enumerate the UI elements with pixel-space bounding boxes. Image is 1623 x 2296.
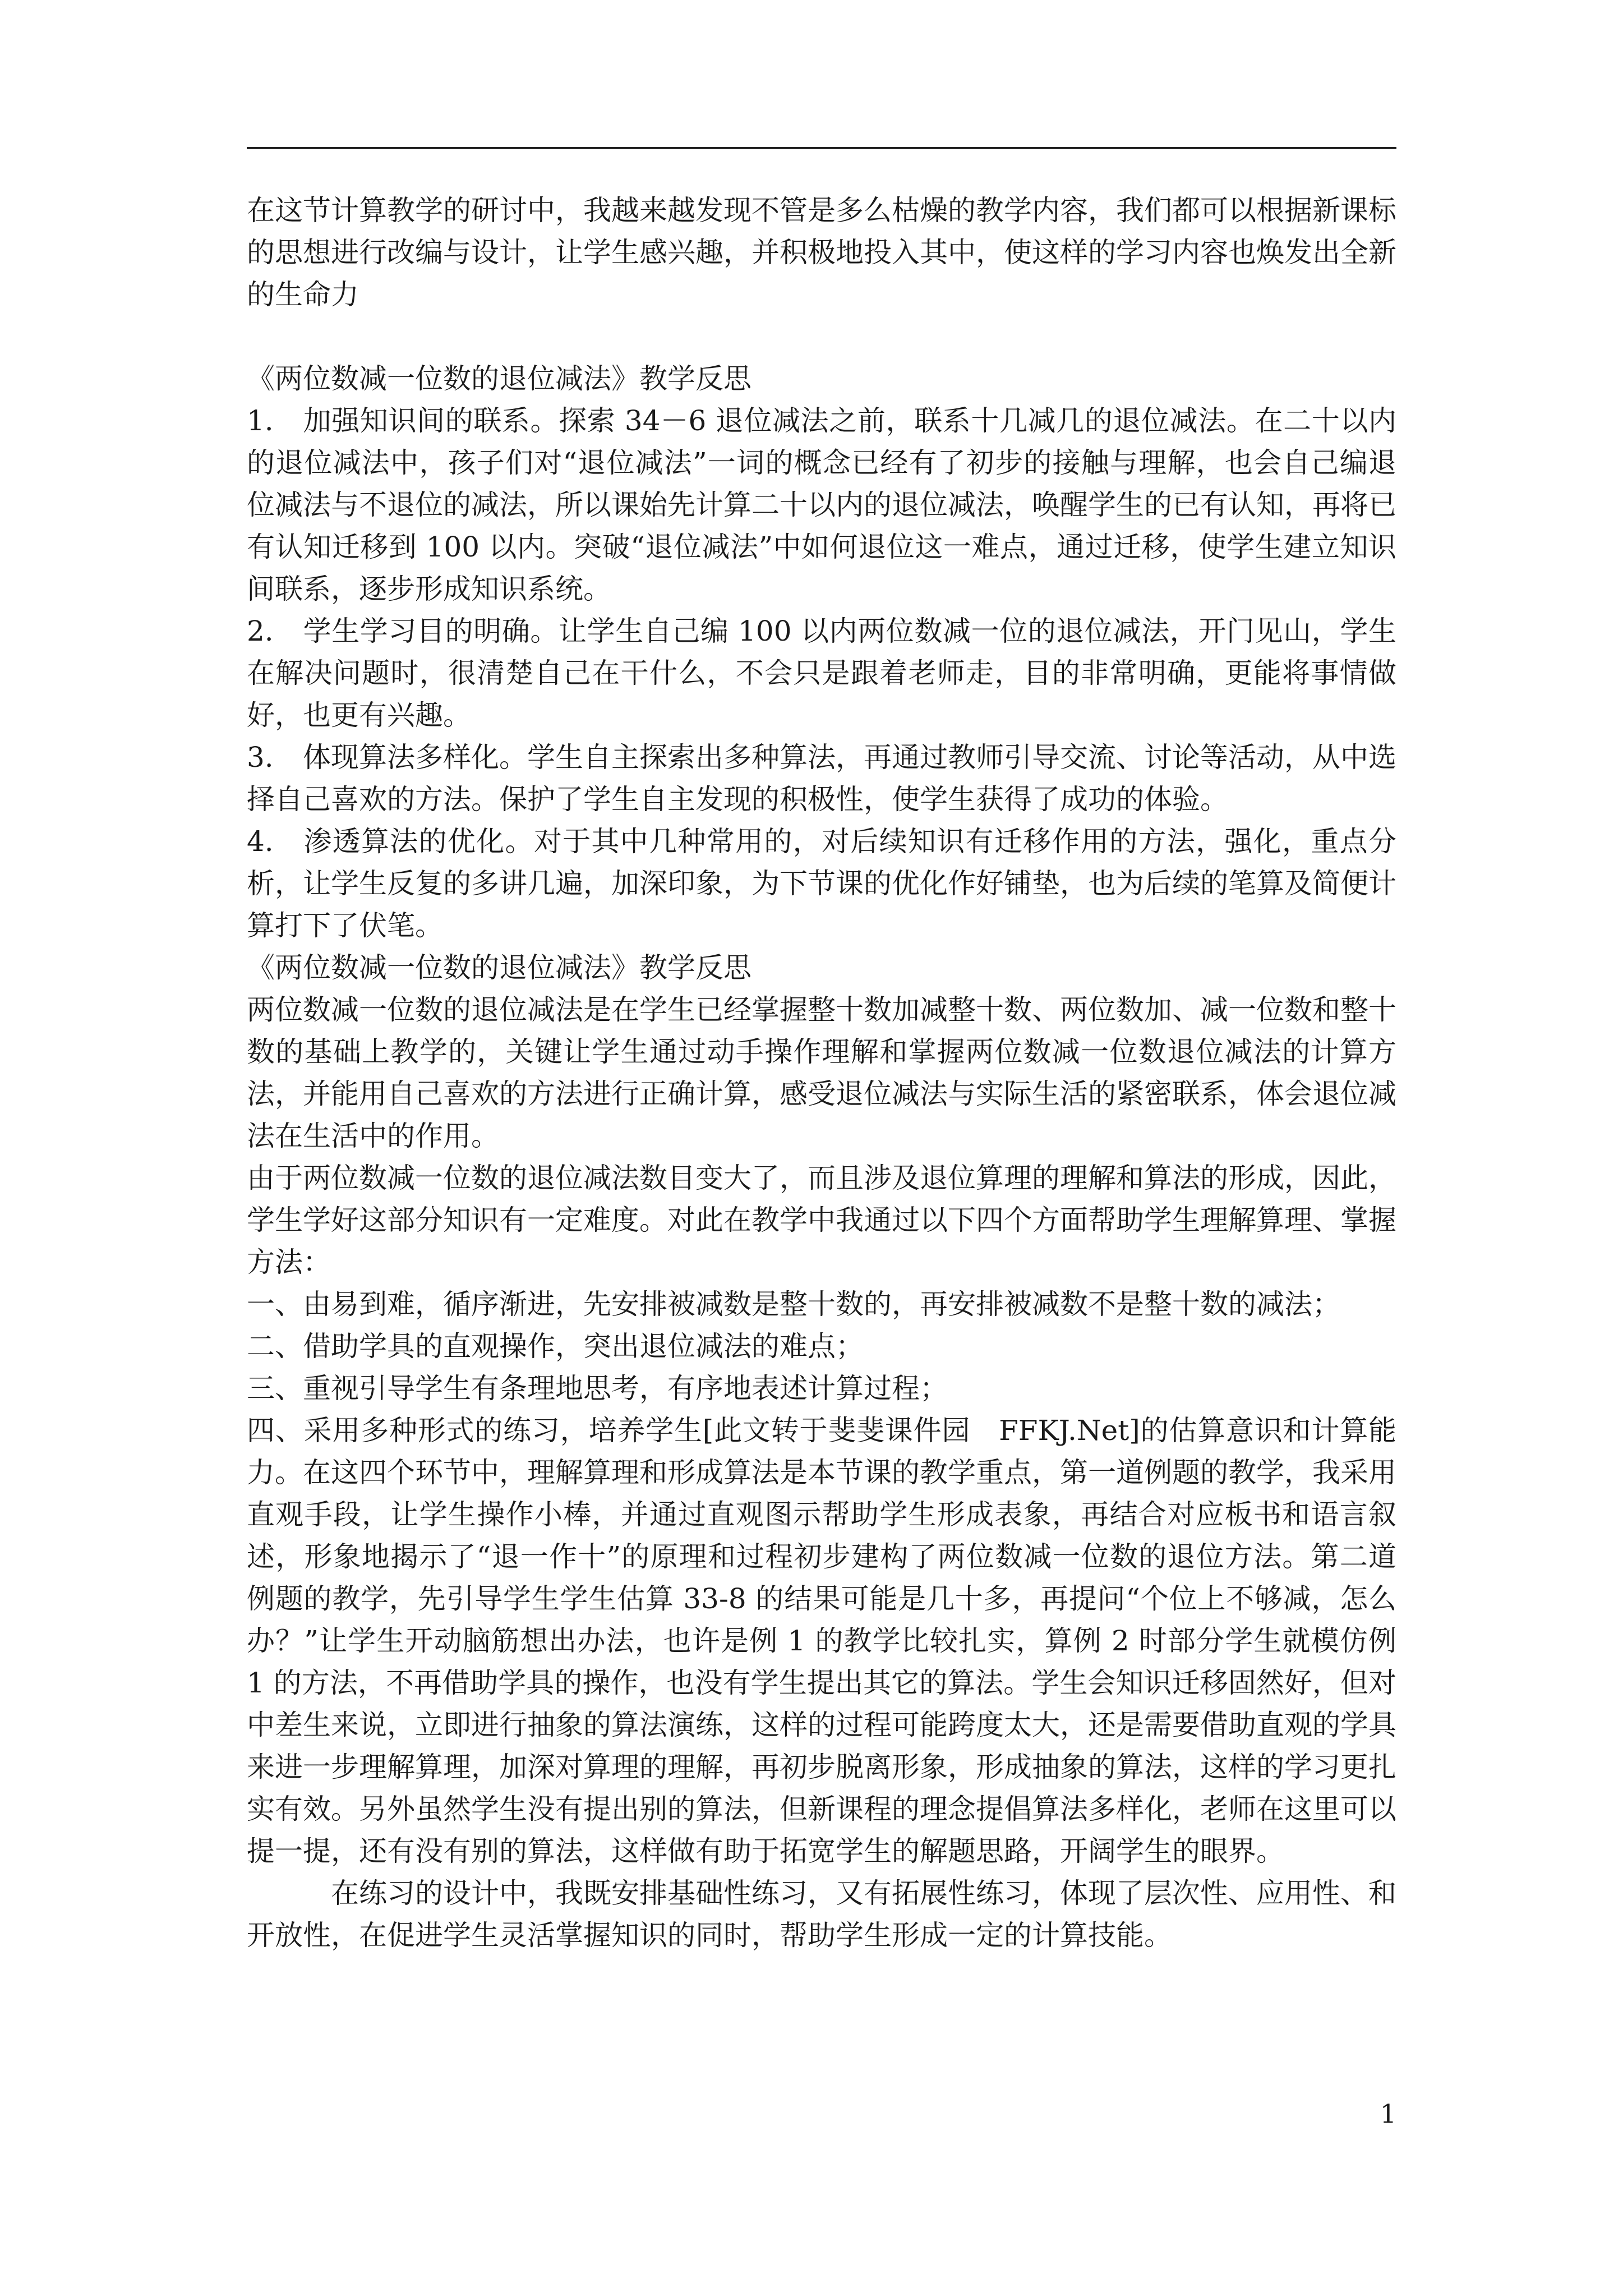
- section2-list-item-3: 三、重视引导学生有条理地思考，有序地表述计算过程；: [247, 1372, 948, 1405]
- section1-item-3: [247, 737, 1396, 821]
- item-text: 渗透算法的优化。对于其中几种常用的，对后续知识有迁移作用的方法，强化，重点分析，让学生反复的多讲几遍，加深印象，为下节课的优化作好铺垫，也为后续的笔算及简便计算打下了伏笔。: [247, 825, 1396, 942]
- section1-title: 《两位数减一位数的退位减法》教学反思: [247, 362, 751, 395]
- section2-paragraph-2: 由于两位数减一位数的退位减法数目变大了，而且涉及退位算理的理解和算法的形成，因此，学生学好这部分知识有一定难度。对此在教学中我通过以下四个方面帮助学生理解算理、掌握方法：: [247, 1162, 1396, 1278]
- section1-item-2: [247, 610, 1396, 737]
- section1-item-1: [247, 400, 1396, 610]
- page-number: 1: [1380, 2099, 1396, 2129]
- header-rule: [247, 147, 1396, 149]
- section2-list-item-2: 二、借助学具的直观操作，突出退位减法的难点；: [247, 1330, 864, 1363]
- section2-title: 《两位数减一位数的退位减法》教学反思: [247, 951, 751, 984]
- item-number: 2.: [247, 615, 274, 647]
- item-text: 学生学习目的明确。让学生自己编 100 以内两位数减一位的退位减法，开门见山，学生在解决问题时，很清楚自己在干什么，不会只是跟着老师走，目的非常明确，更能将事情做好，也更有兴趣。: [247, 615, 1396, 731]
- section2-paragraph-1: 两位数减一位数的退位减法是在学生已经掌握整十数加减整十数、两位数加、减一位数和整十数的基础上教学的，关键让学生通过动手操作理解和掌握两位数减一位数退位减法的计算方法，并能用自己喜欢的方法进行正确计算，感受退位减法与实际生活的紧密联系，体会退位减法在生活中的作用。: [247, 993, 1396, 1152]
- blank-line: [247, 316, 1396, 358]
- item-number: 1.: [247, 404, 274, 437]
- document-body: [247, 190, 1396, 1957]
- item-number: 4.: [247, 825, 274, 858]
- closing-paragraph: 在练习的设计中，我既安排基础性练习，又有拓展性练习，体现了层次性、应用性、和开放性，在促进学生灵活掌握知识的同时，帮助学生形成一定的计算技能。: [247, 1877, 1396, 1952]
- item-number: 3.: [247, 741, 274, 774]
- item-text: 加强知识间的联系。探索 34－6 退位减法之前，联系十几减几的退位减法。在二十以内的退位减法中，孩子们对“退位减法”一词的概念已经有了初步的接触与理解，也会自己编退位减法与不退位的减法，所以课始先计算二十以内的退位减法，唤醒学生的已有认知，再将已有认知迁移到 100 以内。突破“退位减法”中如何退位这一难点，通过迁移，使学生建立知识间联系，逐步形成知识系统。: [247, 404, 1396, 605]
- section2-list-item-1: 一、由易到难，循序渐进，先安排被减数是整十数的，再安排被减数不是整十数的减法；: [247, 1288, 1340, 1320]
- section1-item-4: [247, 821, 1396, 947]
- item-text: 体现算法多样化。学生自主探索出多种算法，再通过教师引导交流、讨论等活动，从中选择自己喜欢的方法。保护了学生自主发现的积极性，使学生获得了成功的体验。: [247, 741, 1396, 816]
- intro-paragraph: 在这节计算教学的研讨中，我越来越发现不管是多么枯燥的教学内容，我们都可以根据新课标的思想进行改编与设计，让学生感兴趣，并积极地投入其中，使这样的学习内容也焕发出全新的生命力: [247, 194, 1396, 311]
- section2-list-item-4: 四、采用多种形式的练习，培养学生[此文转于斐斐课件园 FFKJ.Net]的估算意识和计算能力。在这四个环节中，理解算理和形成算法是本节课的教学重点，第一道例题的教学，我采用直观手段，让学生操作小棒，并通过直观图示帮助学生形成表象，再结合对应板书和语言叙述，形象地揭示了“退一作十”的原理和过程初步建构了两位数减一位数的退位方法。第二道例题的教学，先引导学生学生估算 33-8 的结果可能是几十多，再提问“个位上不够减，怎么办？”让学生开动脑筋想出办法，也许是例 1 的教学比较扎实，算例 2 时部分学生就模仿例 1 的方法，不再借助学具的操作，也没有学生提出其它的算法。学生会知识迁移固然好，但对中差生来说，立即进行抽象的算法演练，这样的过程可能跨度太大，还是需要借助直观的学具来进一步理解算理，加深对算理的理解，再初步脱离形象，形成抽象的算法，这样的学习更扎实有效。另外虽然学生没有提出别的算法，但新课程的理念提倡算法多样化，老师在这里可以提一提，还有没有别的算法，这样做有助于拓宽学生的解题思路，开阔学生的眼界。: [247, 1414, 1396, 1867]
